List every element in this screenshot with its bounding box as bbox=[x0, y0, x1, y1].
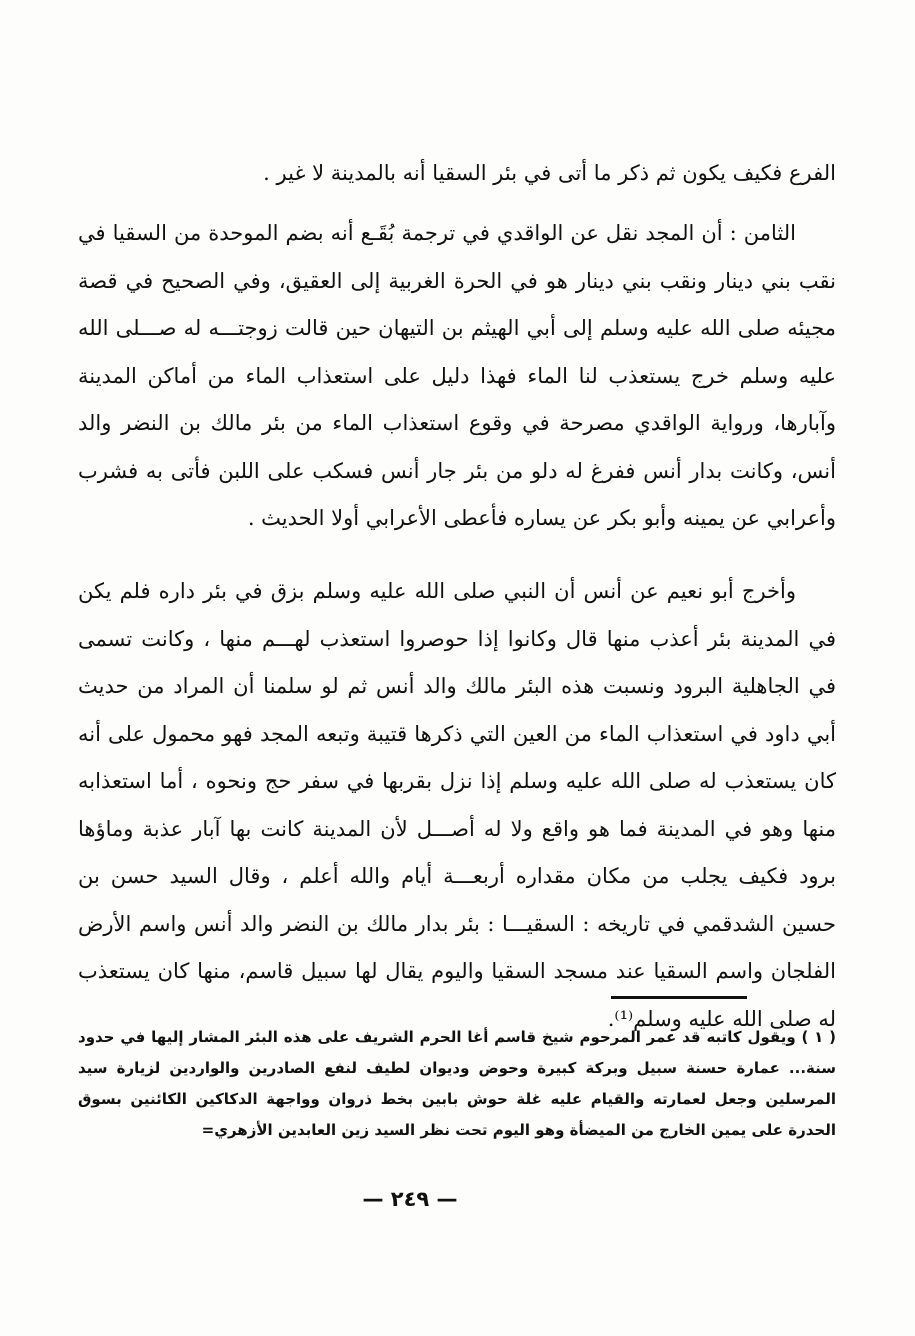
footnote-divider bbox=[611, 996, 747, 999]
page-number: — ٢٤٩ — bbox=[362, 1187, 458, 1211]
paragraph-eighth: الثامن : أن المجد نقل عن الواقدي في ترجمة بُقَـع أنه بضم الموحدة من السقيا في نقب بني دينار ونقب بني دينار هو في الحرة الغربية إلى العقيق، وفي الصحيح في قصة مجيئه صلى الله عليه وسلم إلى أبي الهيثم بن التيهان حين قالت زوجتـــه له صـــلى الله عليه وسلم خرج يستعذب لنا الماء فهذا دليل على استعذاب الماء من أماكن المدينة وآبارها، ورواية الواقدي مصرحة في وقوع استعذاب الماء من بئر مالك بن النضر والد أنس، وكانت بدار أنس ففرغ له دلو من بئر جار أنس فسكب على اللبن فأتى به فشرب وأعرابي عن يمينه وأبو بكر عن يساره فأعطى الأعرابي أولا الحديث . bbox=[78, 221, 836, 530]
footnote-text: ( ١ ) ويقول كاتبه قد عمر المرحوم شيخ قاسم أغا الحرم الشريف على هذه البئر المشار إليها في حدود سنة... عمارة حسنة سبيل وبركة كبيرة وحوض وديوان لطيف لنفع الصادرين والواردين لزيارة سيد المرسلين وجعل لعمارته والقيام عليه غلة حوش بابين بخط ذروان وواجهة الدكاكين الكائنين بسوق الحدرة على يمين الخارج من الميضأة وهو اليوم تحت نظر السيد زين العابدين الأزهري= bbox=[78, 1028, 836, 1139]
text-block-abu-nuaym bbox=[78, 568, 836, 1043]
footnote-block bbox=[78, 1022, 836, 1146]
text-block-eighth bbox=[78, 210, 836, 543]
text-block-continuation bbox=[78, 150, 836, 198]
paragraph-continuation: الفرع فكيف يكون ثم ذكر ما أتى في بئر السقيا أنه بالمدينة لا غير . bbox=[263, 161, 836, 185]
paragraph-abu-nuaym: وأخرج أبو نعيم عن أنس أن النبي صلى الله عليه وسلم بزق في بئر داره فلم يكن في المدينة بئر أعذب منها قال وكانوا إذا حوصروا استعذب لهـــم منها ، وكانت تسمى في الجاهلية البرود ونسبت هذه البئر مالك والد أنس ثم لو سلمنا أن المراد من حديث أبي داود في استعذاب الماء من العين التي ذكرها قتيبة وتبعه المجد فهو محمول على أنه كان يستعذب له صلى الله عليه وسلم إذا نزل بقربها في سفر حج ونحوه ، أما استعذابه منها وهو في المدينة فما هو واقع ولا له أصـــل لأن المدينة كانت بها آبار عذبة وماؤها برود فكيف يجلب من مكان مقداره أربعـــة أيام والله أعلم ، وقال السيد حسن بن حسين الشدقمي في تاريخه : السقيـــا : بئر بدار مالك بن النضر والد أنس واسم الأرض الفلجان واسم السقيا عند مسجد السقيا واليوم يقال لها سبيل قاسم، منها كان يستعذب له صلى الله عليه وسلم⁽¹⁾. bbox=[78, 579, 836, 1031]
